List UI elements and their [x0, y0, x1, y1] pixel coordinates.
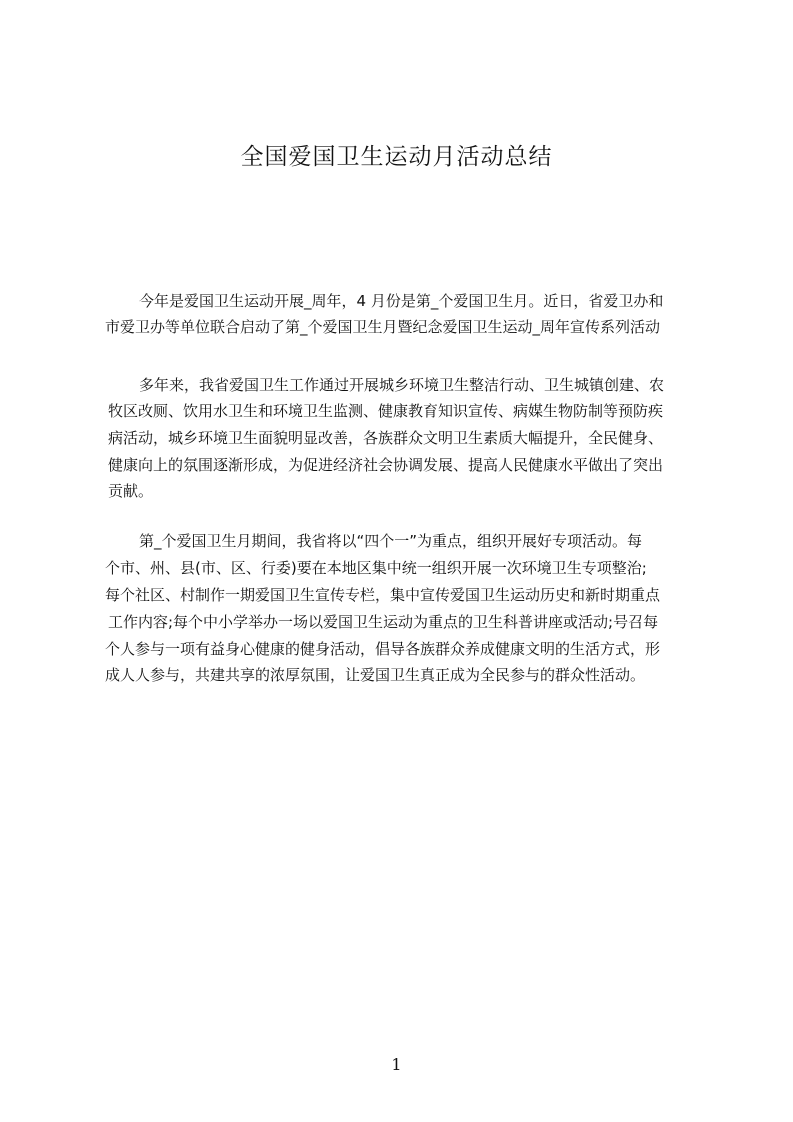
paragraph-line: 今年是爱国卫生运动开展_周年，4 月份是第_个爱国卫生月。近日，省爱卫办和 [139, 292, 664, 310]
paragraph-line: 牧区改厕、饮用水卫生和环境卫生监测、健康教育知识宣传、病媒生物防制等预防疾 [108, 402, 664, 420]
paragraph-line: 个市、州、县(市、区、行委)要在本地区集中统一组织开展一次环境卫生专项整治; [105, 559, 647, 577]
document-title: 全国爱国卫生运动月活动总结 [240, 144, 553, 170]
paragraph-line: 第_个爱国卫生月期间，我省将以“四个一”为重点，组织开展好专项活动。每 [139, 532, 643, 550]
paragraph-line: 工作内容;每个中小学举办一场以爱国卫生运动为重点的卫生科普讲座或活动;号召每 [108, 613, 659, 631]
paragraph-line: 成人人参与，共建共享的浓厚氛围，让爱国卫生真正成为全民参与的群众性活动。 [105, 666, 646, 684]
paragraph-line: 市爱卫办等单位联合启动了第_个爱国卫生月暨纪念爱国卫生运动_周年宣传系列活动 [105, 318, 661, 336]
paragraph-line: 健康向上的氛围逐渐形成，为促进经济社会协调发展、提高人民健康水平做出了突出 [108, 456, 664, 474]
paragraph-line: 每个社区、村制作一期爱国卫生宣传专栏，集中宣传爱国卫生运动历史和新时期重点 [105, 586, 661, 604]
paragraph-line: 个人参与一项有益身心健康的健身活动，倡导各族群众养成健康文明的生活方式，形 [105, 640, 661, 658]
paragraph-line: 贡献。 [108, 482, 154, 500]
paragraph-line: 病活动，城乡环境卫生面貌明显改善，各族群众文明卫生素质大幅提升，全民健身、 [108, 429, 664, 447]
paragraph-line: 多年来，我省爱国卫生工作通过开展城乡环境卫生整洁行动、卫生城镇创建、农 [139, 376, 665, 394]
page-number: 1 [391, 1055, 402, 1074]
